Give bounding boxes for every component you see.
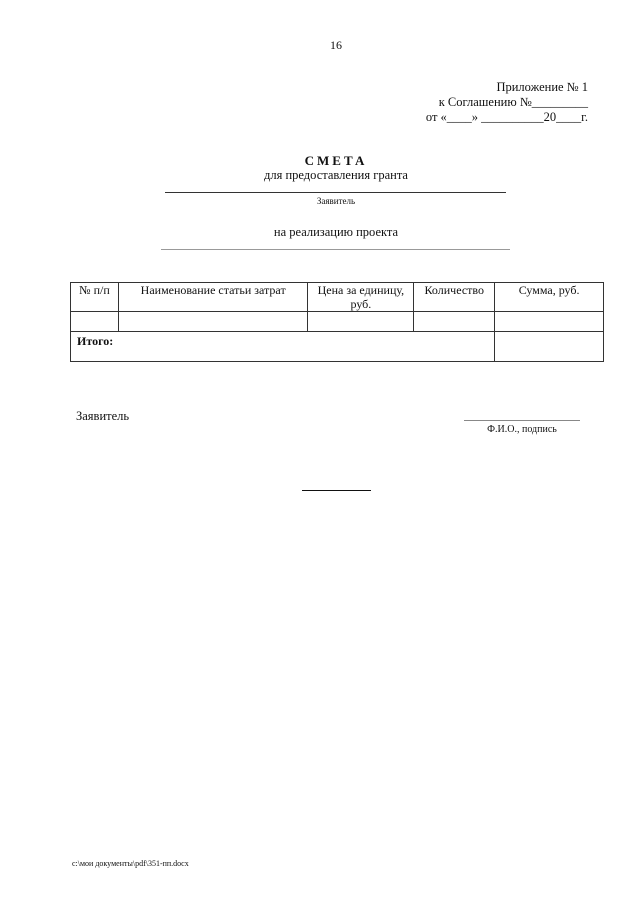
table-row <box>71 312 604 332</box>
project-blank-line <box>161 249 510 250</box>
total-sum-cell <box>495 332 604 362</box>
end-of-document-line <box>302 490 371 491</box>
table-cell <box>71 312 119 332</box>
document-title: СМЕТА <box>304 153 368 168</box>
total-row <box>71 332 604 362</box>
project-subtitle: на реализацию проекта <box>273 225 399 239</box>
table-cell <box>414 312 495 332</box>
document-subtitle: для предоставления гранта <box>264 168 408 182</box>
agreement-date-line: от «____» __________20____г. <box>425 110 588 124</box>
table-cell <box>308 312 414 332</box>
signature-caption: Ф.И.О., подпись <box>487 424 557 435</box>
table-cell <box>118 312 308 332</box>
page-number: 16 <box>330 38 342 52</box>
signature-line <box>464 420 580 421</box>
budget-table <box>70 282 604 362</box>
col-header-number: № п/п <box>71 283 119 312</box>
col-header-quantity: Количество <box>414 283 495 312</box>
col-header-item: Наименование статьи затрат <box>118 283 308 312</box>
table-cell <box>495 312 604 332</box>
appendix-header <box>426 80 588 125</box>
col-header-sum: Сумма, руб. <box>495 283 604 312</box>
footer-file-path: c:\мои документы\pdf\351-пп.docx <box>72 859 189 868</box>
agreement-number-line: к Соглашению №_________ <box>438 95 588 109</box>
total-label: Итого: <box>71 332 495 362</box>
col-header-unit-price: Цена за единицу, руб. <box>308 283 414 312</box>
applicant-blank-line <box>165 192 506 193</box>
signer-label: Заявитель <box>76 409 130 423</box>
applicant-caption: Заявитель <box>316 196 356 206</box>
appendix-line: Приложение № 1 <box>496 80 588 94</box>
table-header-row <box>71 283 604 312</box>
